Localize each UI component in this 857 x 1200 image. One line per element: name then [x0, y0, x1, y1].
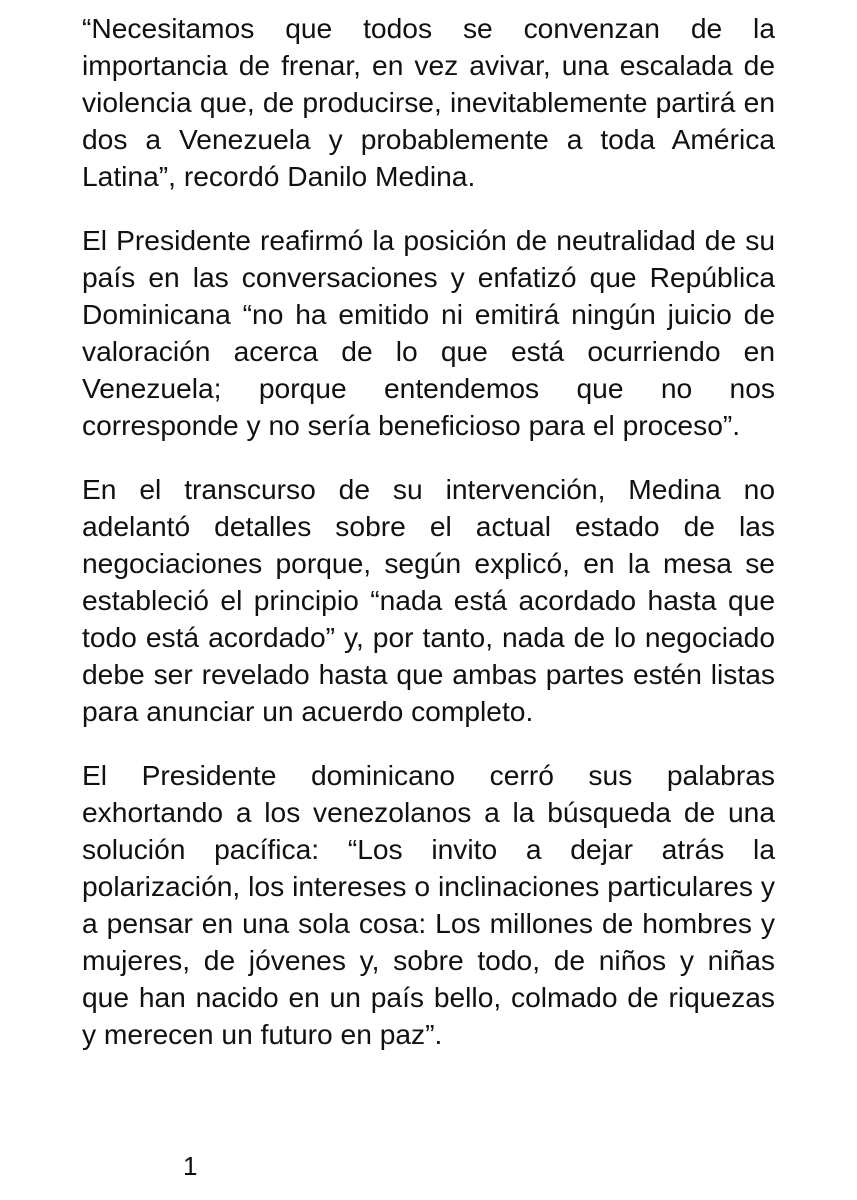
- paragraph-3: En el transcurso de su intervención, Medina no adelantó detalles sobre el actual estado de las negociaciones porque, según explicó, en la mesa se estableció el principio “nada está acordado hasta que todo está acordado” y, por tanto, nada de lo negociado debe ser revelado hasta que ambas partes estén listas para anunciar un acuerdo completo.: [82, 473, 775, 727]
- paragraph-1: “Necesitamos que todos se convenzan de la importancia de frenar, en vez avivar, una escalada de violencia que, de producirse, inevitablemente partirá en dos a Venezuela y probablemente a toda América Latina”, recordó Danilo Medina.: [82, 12, 775, 192]
- paragraph-4: El Presidente dominicano cerró sus palabras exhortando a los venezolanos a la búsqueda de una solución pacífica: “Los invito a dejar atrás la polarización, los intereses o inclinaciones particulares y a pensar en una sola cosa: Los millones de hombres y mujeres, de jóvenes y, sobre todo, de niños y niñas que han nacido en un país bello, colmado de riquezas y merecen un futuro en paz”.: [82, 759, 775, 1050]
- paragraph-2: El Presidente reafirmó la posición de neutralidad de su país en las conversaciones y enfatizó que República Dominicana “no ha emitido ni emitirá ningún juicio de valoración acerca de lo que está ocurriendo en Venezuela; porque entendemos que no nos corresponde y no sería beneficioso para el proceso”.: [82, 224, 775, 441]
- page-number: 1: [183, 1151, 198, 1181]
- document-body: [82, 10, 775, 1080]
